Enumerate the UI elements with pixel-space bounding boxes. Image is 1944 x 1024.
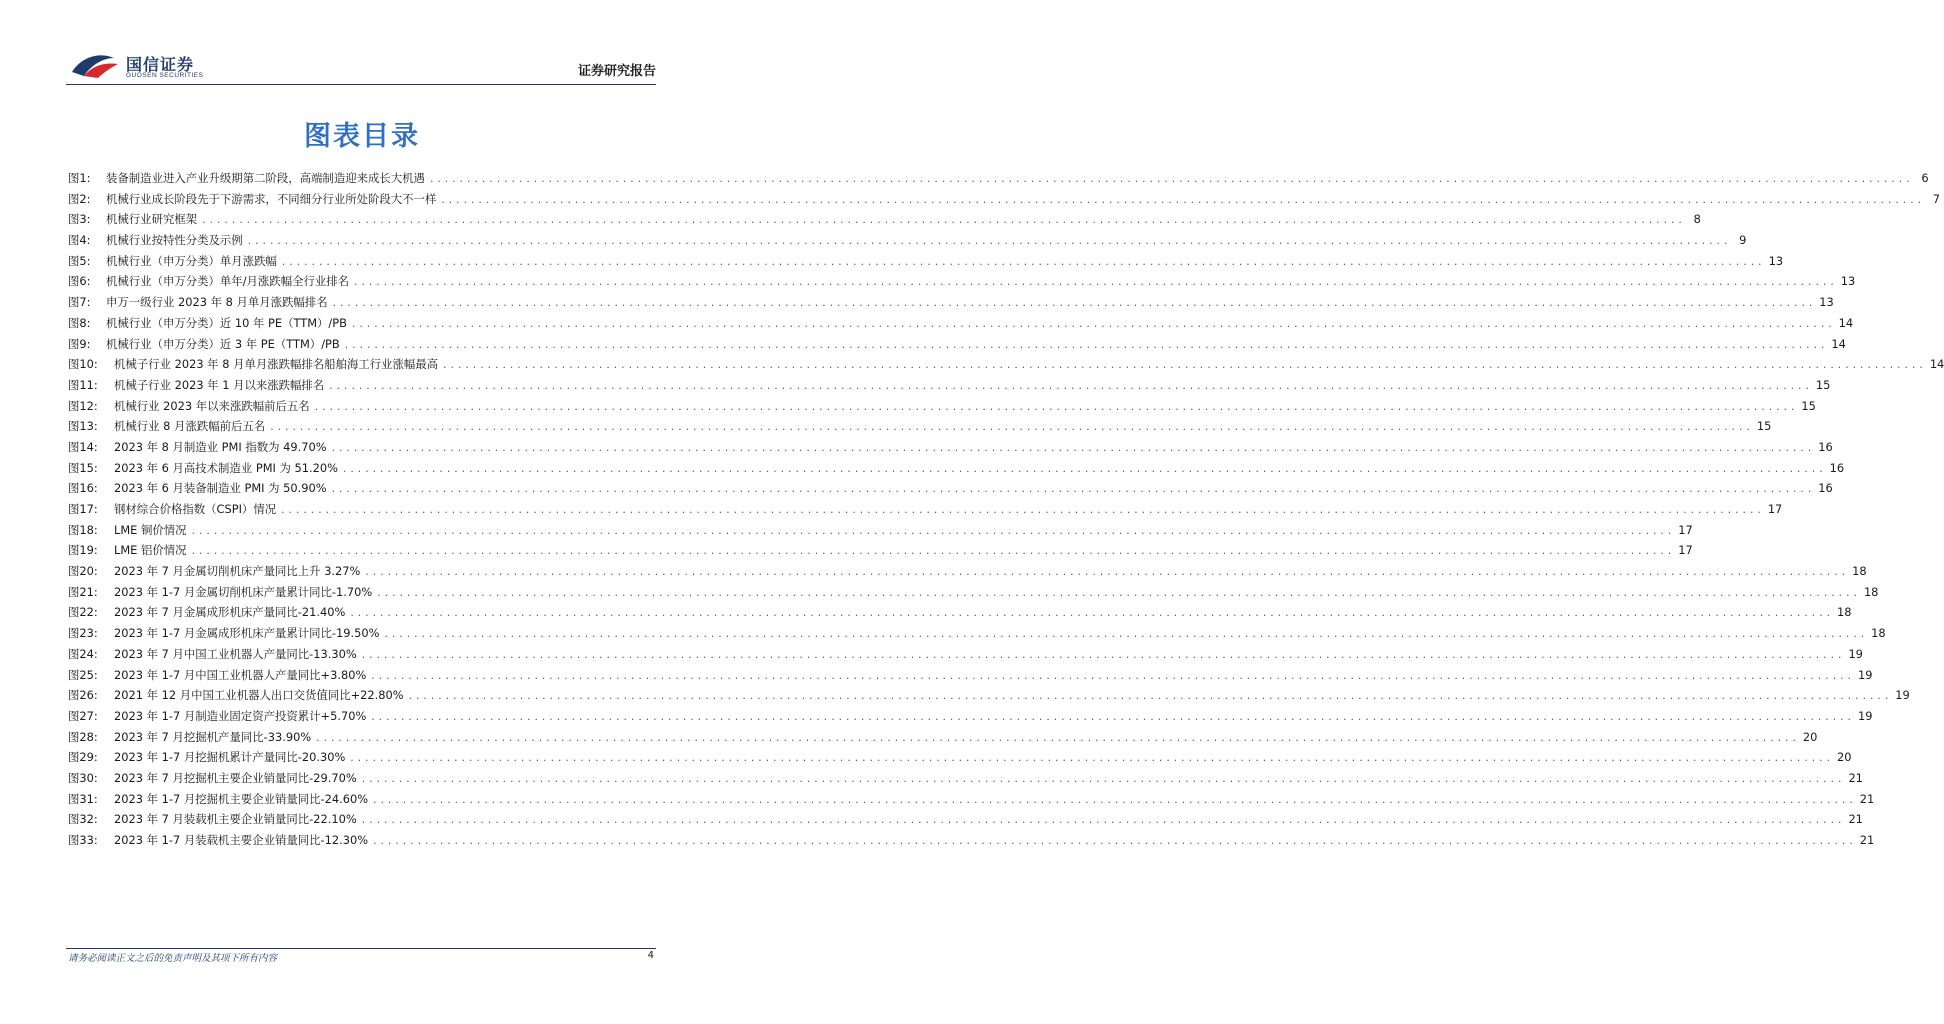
toc-dot-leader: ........................................................................................................................................................................................................ [360,816,1845,827]
toc-entry-title: 2021 年 12 月中国工业机器人出口交货值同比+22.80% [114,688,404,703]
toc-entry-label: 图30: [68,770,98,785]
toc-entry-label: 图13: [68,419,98,434]
toc-entry-title: 2023 年 1-7 月金属成形机床产量累计同比-19.50% [114,626,380,641]
toc-entry-title: 2023 年 1-7 月中国工业机器人产量同比+3.80% [114,667,367,682]
toc-entry-title: 机械行业成长阶段先于下游需求，不同细分行业所处阶段大不一样 [106,191,437,206]
toc-entry-page: 13 [1819,295,1834,310]
toc-entry-title: 机械行业（申万分类）近 3 年 PE（TTM）/PB [106,336,340,351]
toc-dot-leader: ........................................................................................................................................................................................................ [349,609,1834,620]
toc-entry-page: 21 [1859,791,1875,806]
toc-entry-title: 2023 年 8 月制造业 PMI 指数为 49.70% [114,439,327,454]
toc-dot-leader: ........................................................................................................................................................................................................ [376,588,1860,599]
toc-entry-page: 16 [1818,439,1833,454]
toc-dot-leader: ........................................................................................................................................................................................................ [370,712,1854,723]
page-title: 图表目录 [304,121,420,152]
toc-entry-label: 图10: [68,357,98,372]
toc-entry[interactable] [68,667,1873,688]
toc-entry[interactable] [68,501,1783,522]
toc-entry-page: 21 [1848,812,1863,827]
toc-entry-label: 图33: [68,833,98,847]
toc-entry-page: 19 [1857,708,1873,723]
toc-dot-leader: ........................................................................................................................................................................................................ [315,733,1799,744]
toc-entry-page: 7 [1932,191,1941,206]
toc-entry-title: 2023 年 1-7 月金属切削机床产量累计同比-1.70% [114,584,373,599]
toc-entry-page: 15 [1801,398,1816,413]
disclaimer-text: 请务必阅读正文之后的免责声明及其项下所有内容 [68,953,278,964]
toc-entry[interactable] [68,770,1863,791]
toc-entry[interactable] [68,336,1846,357]
toc-entry[interactable] [68,418,1772,439]
report-header [66,48,656,82]
toc-entry-label: 图3: [68,212,91,227]
toc-entry-label: 图31: [68,791,98,806]
toc-dot-leader: ........................................................................................................................................................................................................ [360,650,1845,661]
toc-entry-title: 2023 年 1-7 月挖掘机主要企业销量同比-24.60% [114,791,369,806]
toc-entry-label: 图17: [68,502,98,516]
toc-dot-leader: ........................................................................................................................................................................................................ [360,774,1845,785]
toc-entry-title: 2023 年 7 月挖掘机产量同比-33.90% [114,729,312,744]
toc-dot-leader: ........................................................................................................................................................................................................ [313,402,1798,413]
toc-dot-leader: ........................................................................................................................................................................................................ [190,547,1675,558]
toc-entry[interactable] [68,584,1879,605]
toc-entry[interactable] [68,687,1910,708]
toc-entry-title: 申万一级行业 2023 年 8 月单月涨跌幅排名 [106,295,328,310]
toc-entry-page: 19 [1895,688,1910,703]
toc-dot-leader: ........................................................................................................................................................................................................ [269,423,1753,434]
toc-entry[interactable] [68,604,1852,625]
toc-entry-title: LME 铜价情况 [114,522,187,537]
toc-entry-label: 图11: [68,377,98,392]
toc-entry-title: 机械行业研究框架 [106,212,198,227]
toc-entry-label: 图26: [68,688,98,703]
toc-entry-page: 18 [1863,584,1879,599]
toc-entry-title: 2023 年 7 月金属成形机床产量同比-21.40% [114,605,346,620]
toc-entry-page: 19 [1848,646,1863,661]
toc-entry-page: 17 [1678,543,1693,558]
guosen-logo [70,50,220,84]
toc-entry[interactable] [68,273,1856,294]
toc-entry-page: 21 [1859,833,1875,847]
toc-dot-leader: ........................................................................................................................................................................................................ [353,278,1837,289]
toc-entry-page: 14 [1838,315,1854,330]
toc-entry[interactable] [68,480,1833,501]
toc-entry-label: 图24: [68,646,98,661]
toc-entry[interactable] [68,170,1929,191]
figure-list [68,170,1944,853]
toc-entry-page: 18 [1871,626,1886,641]
toc-entry-label: 图27: [68,708,98,723]
toc-dot-leader: ........................................................................................................................................................................................................ [330,443,1815,454]
toc-entry[interactable] [68,253,1784,274]
toc-entry-label: 图28: [68,729,98,744]
toc-dot-leader: ........................................................................................................................................................................................................ [383,630,1868,641]
toc-entry-label: 图5: [68,253,91,268]
toc-entry-label: 图7: [68,295,91,310]
toc-entry[interactable] [68,791,1875,812]
toc-entry-label: 图14: [68,439,98,454]
toc-dot-leader: ........................................................................................................................................................................................................ [201,216,1685,227]
toc-entry-title: 2023 年 7 月金属切削机床产量同比上升 3.27% [114,564,361,579]
toc-entry-label: 图20: [68,564,98,579]
toc-entry[interactable] [68,811,1863,832]
toc-entry-label: 图12: [68,398,98,413]
toc-entry-page: 18 [1852,564,1867,579]
toc-entry[interactable] [68,294,1834,315]
toc-entry[interactable] [68,356,1944,377]
toc-entry-page: 19 [1857,667,1873,682]
toc-entry-label: 图29: [68,750,98,765]
logo-english-name: GUOSEN SECURITIES [126,72,204,79]
page-number: 4 [647,950,654,961]
toc-entry[interactable] [68,563,1867,584]
toc-entry-label: 图32: [68,812,98,827]
toc-entry[interactable] [68,749,1852,770]
toc-entry-label: 图4: [68,233,91,248]
guosen-logo-icon [70,50,122,80]
toc-entry-page: 16 [1829,460,1845,475]
toc-entry-label: 图9: [68,336,91,351]
toc-entry-title: 机械子行业 2023 年 8 月单月涨跌幅排名船舶海工行业涨幅最高 [114,357,439,372]
toc-entry[interactable] [68,646,1863,667]
toc-entry-page: 20 [1802,729,1818,744]
toc-entry-page: 21 [1848,770,1863,785]
toc-entry-title: 机械子行业 2023 年 1 月以来涨跌幅排名 [114,377,325,392]
toc-dot-leader: ........................................................................................................................................................................................................ [442,361,1926,372]
toc-entry-label: 图2: [68,191,91,206]
toc-entry[interactable] [68,398,1816,419]
toc-dot-leader: ........................................................................................................................................................................................................ [190,526,1675,537]
toc-entry-title: 2023 年 6 月装备制造业 PMI 为 50.90% [114,481,327,496]
toc-entry-title: 机械行业按特性分类及示例 [106,233,243,248]
toc-entry[interactable] [68,460,1845,481]
toc-entry-page: 15 [1815,377,1831,392]
toc-entry-page: 14 [1831,336,1846,351]
toc-entry-title: 机械行业（申万分类）单年/月涨跌幅全行业排名 [106,274,350,289]
toc-entry-title: 机械行业（申万分类）单月涨跌幅 [106,253,277,268]
toc-entry[interactable] [68,191,1941,212]
toc-dot-leader: ........................................................................................................................................................................................................ [246,237,1731,248]
toc-entry-label: 图6: [68,274,91,289]
toc-entry[interactable] [68,729,1818,750]
toc-entry-title: 2023 年 1-7 月挖掘机累计产量同比-20.30% [114,750,346,765]
toc-dot-leader: ........................................................................................................................................................................................................ [440,195,1925,206]
toc-entry-label: 图21: [68,584,98,599]
toc-entry-page: 9 [1739,233,1747,248]
toc-entry-title: 2023 年 7 月挖掘机主要企业销量同比-29.70% [114,770,357,785]
toc-entry[interactable] [68,211,1701,232]
toc-entry[interactable] [68,377,1831,398]
report-type-label: 证券研究报告 [577,64,656,79]
toc-dot-leader: ........................................................................................................................................................................................................ [343,340,1828,351]
toc-entry-title: 装备制造业进入产业升级期第二阶段，高端制造迎来成长大机遇 [106,171,425,185]
toc-entry-label: 图8: [68,315,91,330]
toc-entry-page: 15 [1756,419,1772,434]
toc-entry-title: LME 铝价情况 [114,543,187,558]
toc-entry-page: 6 [1921,171,1929,185]
toc-entry-title: 机械行业 8 月涨跌幅前后五名 [114,419,266,434]
toc-entry-title: 机械行业 2023 年以来涨跌幅前后五名 [114,398,310,413]
toc-entry-page: 13 [1768,253,1784,268]
toc-entry-title: 2023 年 7 月中国工业机器人产量同比-13.30% [114,646,357,661]
toc-entry-label: 图18: [68,522,98,537]
toc-entry-title: 2023 年 6 月高技术制造业 PMI 为 51.20% [114,460,338,475]
toc-entry[interactable] [68,315,1854,336]
toc-entry-label: 图23: [68,626,98,641]
toc-entry[interactable] [68,708,1873,729]
toc-entry[interactable] [68,522,1693,543]
toc-dot-leader: ........................................................................................................................................................................................................ [372,837,1856,847]
toc-dot-leader: ........................................................................................................................................................................................................ [428,175,1913,185]
toc-entry-page: 20 [1837,750,1852,765]
toc-entry[interactable] [68,832,1875,853]
toc-entry[interactable] [68,542,1693,563]
toc-entry-page: 17 [1767,502,1783,516]
toc-entry-page: 17 [1678,522,1693,537]
footer-divider [66,948,656,949]
header-divider [66,84,656,85]
toc-entry-page: 8 [1693,212,1701,227]
toc-dot-leader: ........................................................................................................................................................................................................ [280,257,1765,268]
toc-entry-page: 16 [1818,481,1833,496]
toc-entry[interactable] [68,232,1747,253]
toc-entry-label: 图16: [68,481,98,496]
toc-dot-leader: ........................................................................................................................................................................................................ [341,464,1826,475]
toc-dot-leader: ........................................................................................................................................................................................................ [349,754,1833,765]
toc-entry-label: 图25: [68,667,98,682]
toc-entry-label: 图19: [68,543,98,558]
toc-dot-leader: ........................................................................................................................................................................................................ [328,381,1812,392]
toc-entry-page: 14 [1929,357,1944,372]
toc-dot-leader: ........................................................................................................................................................................................................ [372,795,1856,806]
toc-entry-label: 图1: [68,171,91,185]
toc-dot-leader: ........................................................................................................................................................................................................ [330,485,1815,496]
toc-dot-leader: ........................................................................................................................................................................................................ [407,692,1892,703]
toc-entry-title: 2023 年 7 月装载机主要企业销量同比-22.10% [114,812,357,827]
toc-dot-leader: ........................................................................................................................................................................................................ [370,671,1854,682]
toc-entry-title: 机械行业（申万分类）近 10 年 PE（TTM）/PB [106,315,347,330]
toc-entry-label: 图22: [68,605,98,620]
toc-dot-leader: ........................................................................................................................................................................................................ [364,568,1849,579]
toc-entry[interactable] [68,625,1886,646]
logo-chinese-name: 国信证券 [126,55,195,74]
toc-dot-leader: ........................................................................................................................................................................................................ [280,506,1764,516]
toc-dot-leader: ........................................................................................................................................................................................................ [350,319,1835,330]
toc-entry-page: 13 [1840,274,1856,289]
toc-entry-title: 2023 年 1-7 月制造业固定资产投资累计+5.70% [114,708,367,723]
toc-entry-title: 钢材综合价格指数（CSPI）情况 [114,502,277,516]
toc-entry-title: 2023 年 1-7 月装载机主要企业销量同比-12.30% [114,833,369,847]
toc-entry-label: 图15: [68,460,98,475]
toc-entry-page: 18 [1837,605,1852,620]
toc-dot-leader: ........................................................................................................................................................................................................ [331,299,1816,310]
toc-entry[interactable] [68,439,1833,460]
